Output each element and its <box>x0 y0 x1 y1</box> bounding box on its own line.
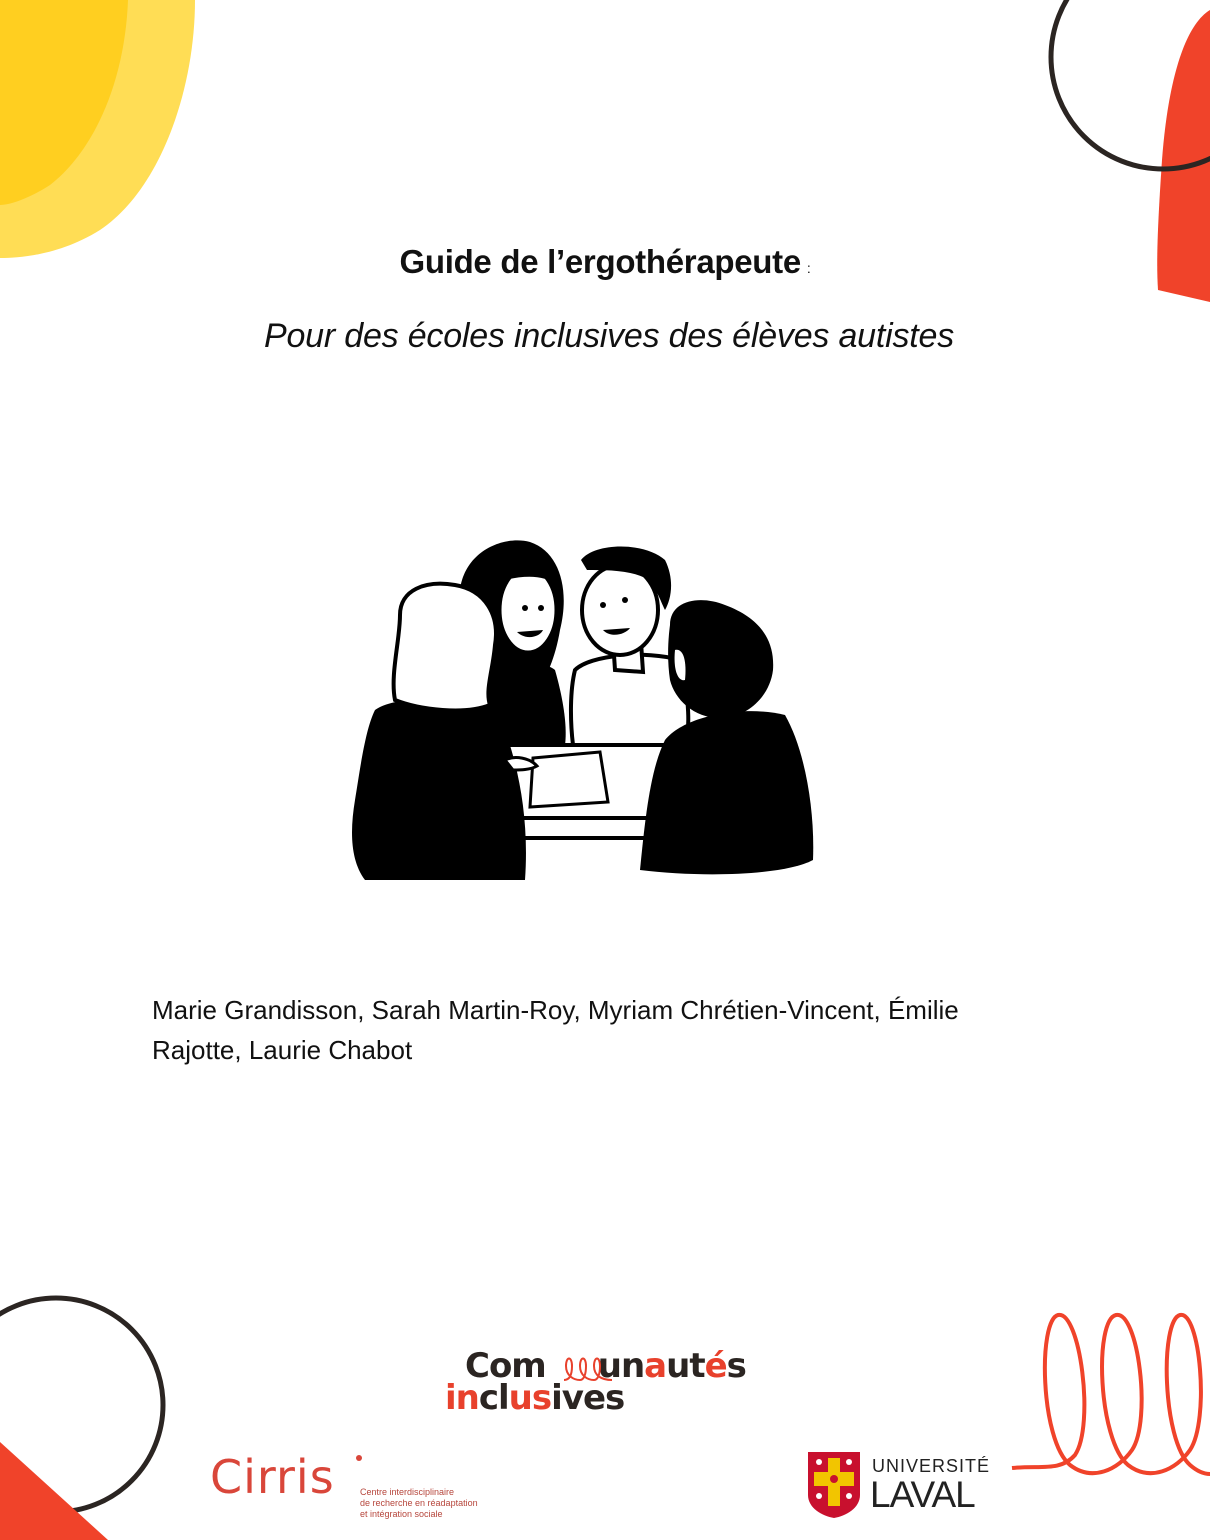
girl-face <box>500 568 556 652</box>
cirris-tagline-2: de recherche en réadaptation <box>360 1498 478 1508</box>
logo-text-ut: ut <box>666 1346 705 1386</box>
document-subtitle: Pour des écoles inclusives des élèves autistes <box>263 317 955 355</box>
logo-text-e: é <box>704 1346 727 1386</box>
authors-line-2: Rajotte, Laurie Chabot <box>152 1035 413 1065</box>
universite-label: UNIVERSITÉ <box>872 1456 991 1476</box>
logo-text-com: Com <box>465 1346 546 1386</box>
document-title <box>0 243 1210 281</box>
logo-text-ves: ves <box>561 1378 625 1418</box>
logo-text-cl: cl <box>478 1378 509 1418</box>
title-colon: : <box>806 260 811 276</box>
front-left-body <box>352 698 526 880</box>
four-people-at-table-illustration <box>345 530 825 890</box>
cirris-logo: Cirris <box>210 1450 335 1504</box>
front-left-head <box>394 584 496 711</box>
logo-text-a: a <box>644 1346 667 1386</box>
logo-text-s: s <box>726 1346 746 1386</box>
logo-line-2 <box>445 1378 625 1418</box>
logo-text-us: us <box>508 1378 552 1418</box>
red-triangle-bottom-left <box>0 1442 108 1540</box>
cirris-tagline-3: et intégration sociale <box>360 1509 443 1519</box>
authors <box>152 990 1052 1070</box>
logo-text-un: un <box>597 1346 645 1386</box>
logo-text-i: i <box>551 1378 562 1418</box>
laval-label: LAVAL <box>870 1474 975 1515</box>
paper <box>530 752 608 807</box>
cirris-dot-icon <box>356 1455 362 1461</box>
title-text: Guide de l’ergothérapeute <box>399 243 801 280</box>
cirris-tagline-1: Centre interdisciplinaire <box>360 1487 455 1497</box>
communautes-inclusives-logo <box>445 1346 805 1420</box>
cirris-tagline <box>360 1487 540 1520</box>
logo-text-in: in <box>445 1378 479 1418</box>
authors-line-1: Marie Grandisson, Sarah Martin-Roy, Myriam Chrétien-Vincent, Émilie <box>152 995 959 1025</box>
universite-laval-shield-icon <box>806 1450 862 1520</box>
red-spiral-bottom-right <box>1012 1315 1210 1474</box>
